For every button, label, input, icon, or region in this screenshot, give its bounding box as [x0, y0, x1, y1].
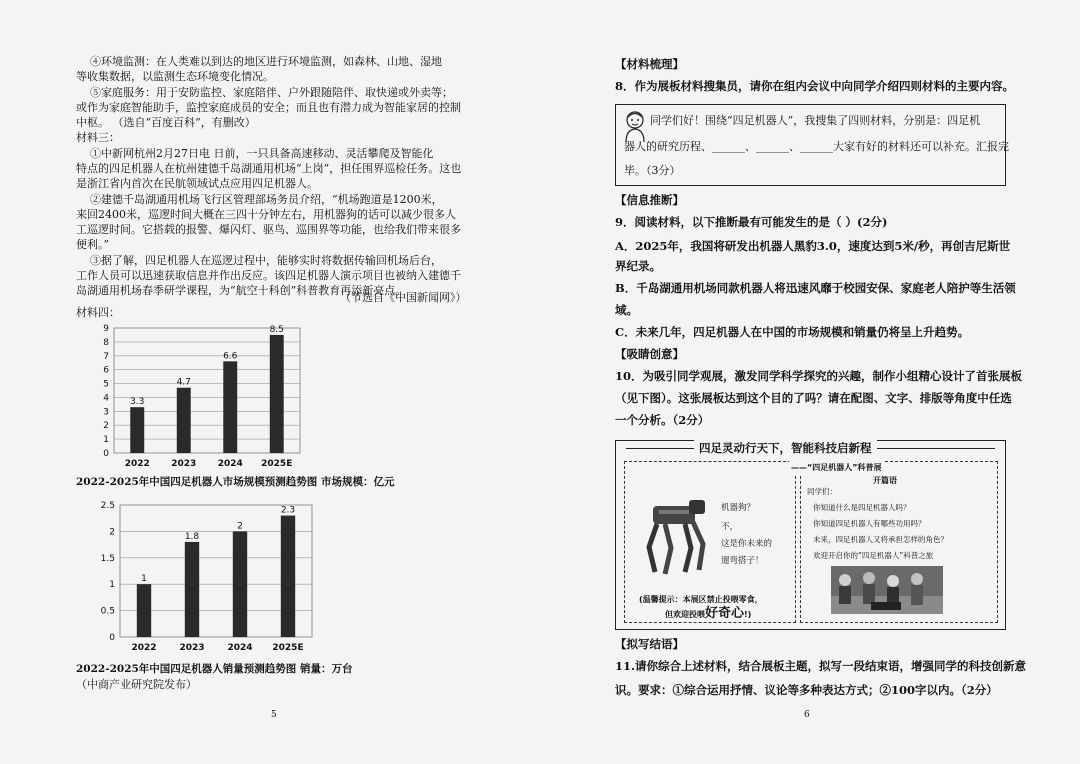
poster-tip-1: (温馨提示：本展区禁止投喂零食， [639, 595, 763, 604]
y-tick-label: 6 [103, 365, 109, 376]
poster-p1: 你知道什么是四足机器人吗？ [813, 503, 911, 512]
bar [177, 388, 191, 453]
left-text-line: 等收集数据，以监测生态环境变化情况。 [76, 70, 274, 83]
dog-text-3: 这是你未来的 [721, 539, 773, 549]
left-text-line: 中枢。 （选自“百度百科”，有删改） [76, 116, 256, 129]
left-text-line: 是浙江省内首次在民航领域试点应用四足机器人。 [76, 177, 318, 190]
poster-p4: 欢迎开启你的“四足机器人”科普之旅 [813, 551, 934, 560]
chart2-caption: 2022-2025年中国四足机器人销量预测趋势图 销量：万台 [76, 663, 353, 675]
q8-answer-box [615, 104, 1009, 186]
x-tick-label: 2025E [261, 459, 293, 468]
left-text-line: 材料四： [76, 306, 120, 319]
question-10-line3: 一个分析。（2分） [615, 413, 710, 427]
poster-p3: 未来，四足机器人又将承担怎样的角色？ [813, 535, 948, 544]
bar [185, 542, 199, 637]
poster-greet: 同学们： [807, 487, 837, 496]
x-tick-label: 2023 [171, 459, 197, 468]
y-tick-label: 0 [103, 449, 109, 459]
bar [137, 584, 151, 637]
left-text-line: （节选自《中国新闻网》） [340, 291, 467, 304]
x-tick-label: 2024 [227, 643, 253, 653]
left-text-line: 或作为家庭智能助手，监控家庭成员的安全；而且也有潜力成为智能家居的控制 [76, 101, 461, 114]
chart1-caption: 2022-2025年中国四足机器人市场规模预测趋势图 市场规模：亿元 [76, 476, 395, 488]
data-label: 6.6 [223, 351, 238, 362]
poster-left-panel [624, 461, 796, 623]
robot-dog-photo [631, 492, 711, 582]
y-tick-label: 1 [103, 435, 109, 446]
left-text-line: 特点的四足机器人在杭州建德千岛湖通用机场“上岗”，担任围界巡检任务。这也 [76, 162, 462, 175]
data-label: 8.5 [269, 324, 284, 335]
left-text-line: 工作人员可以迅速获取信息并作出反应。该四足机器人演示项目也被纳入建德千 [76, 269, 461, 282]
y-tick-label: 5 [103, 379, 109, 390]
market-size-chart [80, 318, 310, 468]
x-tick-label: 2023 [179, 643, 205, 653]
question-9: 9．阅读材料，以下推断最有可能发生的是（ ）(2分) [615, 215, 888, 229]
left-text-line: ④环境监测：在人类难以到达的地区进行环境监测，如森林、山地、湿地 [90, 55, 442, 68]
section-info-inference: 【信息推断】 [615, 193, 684, 207]
left-text-line: ③据了解，四足机器人在巡逻过程中，能够实时将数据传输回机场后台， [90, 254, 442, 267]
box8-line3: 毕。（3分） [624, 164, 681, 177]
y-tick-label: 4 [103, 393, 109, 404]
option-a-line2: 界纪录。 [615, 259, 661, 273]
left-text-line: 岛湖通用机场春季研学课程，为“航空十科创”科普教育再添新亮点。 [76, 284, 407, 297]
x-tick-label: 2025E [272, 643, 304, 653]
poster-right-sub: 开篇语 [873, 476, 897, 485]
y-tick-label: 2 [109, 527, 115, 538]
y-tick-label: 0 [109, 633, 115, 643]
data-label: 1 [141, 574, 147, 585]
poster-tip-2: 但欢迎投喂好奇心!) [665, 606, 752, 621]
box8-line2: 器人的研究历程、______、______、______大家有好的材料还可以补充。汇报完 [624, 140, 1009, 153]
question-11-line1: 11.请你综合上述材料，结合展板主题，拟写一段结束语，增强同学的科技创新意 [615, 659, 1027, 673]
left-text-line: ①中新网杭州2月27日电 日前，一只具备高速移动、灵活攀爬及智能化 [90, 147, 434, 160]
question-11-line2: 识。要求：①综合运用抒情、议论等多种表达方式；②100字以内。（2分） [615, 683, 998, 697]
y-tick-label: 7 [103, 351, 109, 362]
dog-text-4: 遛弯搭子！ [721, 556, 764, 566]
y-tick-label: 2.5 [100, 501, 115, 511]
x-tick-label: 2024 [217, 459, 243, 468]
option-b-line1: B．千岛湖通用机场同款机器人将迅速风靡于校园安保、家庭老人陪护等生活领 [615, 281, 1016, 295]
sales-volume-chart [80, 495, 320, 660]
page-number-6: 6 [804, 710, 810, 720]
left-text-line: 材料三： [76, 131, 120, 144]
page-number-5: 5 [271, 710, 277, 720]
data-label: 4.7 [176, 377, 191, 388]
question-10-line1: 10．为吸引同学观展，激发同学科学探究的兴趣，制作小组精心设计了首张展板 [615, 369, 1022, 383]
left-text-line: ②建德千岛湖通用机场飞行区管理部场务员介绍，“机场跑道是1200米， [90, 193, 443, 206]
question-8: 8．作为展板材料搜集员，请你在组内会议中向同学介绍四则材料的主要内容。 [615, 79, 1014, 93]
question-10-line2: （见下图）。这张展板达到这个目的了吗？请在配图、文字、排版等角度中任选 [615, 391, 1012, 405]
bar [233, 531, 247, 637]
y-tick-label: 3 [103, 407, 109, 418]
x-tick-label: 2022 [124, 459, 150, 468]
section-draft-conclusion: 【拟写结语】 [615, 637, 684, 651]
dog-text-1: 机器狗？ [721, 503, 756, 513]
box8-line1: 同学们好！围绕“四足机器人”，我搜集了四则材料，分别是：四足机 [650, 114, 981, 127]
data-label: 3.3 [130, 397, 145, 408]
bar [281, 516, 295, 637]
poster-right-panel [791, 461, 998, 623]
bar [270, 335, 284, 453]
y-tick-label: 1.5 [100, 553, 115, 564]
x-tick-label: 2022 [131, 643, 157, 653]
children-photo [831, 566, 943, 614]
y-tick-label: 2 [103, 421, 109, 432]
left-text-line: 来回2400米，巡逻时间大概在三四十分钟左右，用机器狗的话可以减少很多人 [76, 208, 456, 221]
section-eye-catching: 【吸睛创意】 [615, 347, 684, 361]
data-label: 1.8 [184, 531, 200, 542]
right-page [540, 0, 1080, 764]
option-a-line1: A．2025年，我国将研发出机器人黑豹3.0，速度达到5米/秒，再创吉尼斯世 [615, 239, 1011, 253]
y-tick-label: 0.5 [100, 606, 115, 617]
y-tick-label: 8 [103, 337, 109, 348]
y-tick-label: 1 [109, 580, 115, 591]
y-tick-label: 9 [103, 324, 109, 334]
section-material-sorting: 【材料梳理】 [615, 57, 684, 71]
curiosity-highlight: 好奇心 [705, 606, 745, 621]
left-text-line: 工巡逻时间。它搭载的报警、爆闪灯、驱鸟、巡围界等功能，也给我们带来很多 [76, 223, 461, 236]
data-label: 2 [237, 521, 243, 532]
student-avatar-icon [622, 109, 648, 143]
left-text-line: 便利。” [76, 238, 110, 251]
option-c: C．未来几年，四足机器人在中国的市场规模和销量仍将呈上升趋势。 [615, 325, 970, 339]
dog-text-2: 不， [721, 522, 739, 532]
poster-right-title: ——“四足机器人”科普展 [789, 460, 884, 476]
option-b-line2: 域。 [615, 303, 638, 317]
exhibition-poster [615, 440, 1006, 630]
chart-source: （中商产业研究院发布） [76, 678, 197, 691]
poster-p2: 你知道四足机器人有哪些功用吗？ [813, 519, 926, 528]
data-label: 2.3 [280, 505, 296, 516]
bar [223, 361, 237, 453]
poster-title: 四足灵动行天下，智能科技启新程 [694, 440, 877, 456]
bar [130, 407, 144, 453]
left-text-line: ⑤家庭服务：用于安防监控、家庭陪伴、户外跟随陪伴、取快递或外卖等； [90, 86, 453, 99]
